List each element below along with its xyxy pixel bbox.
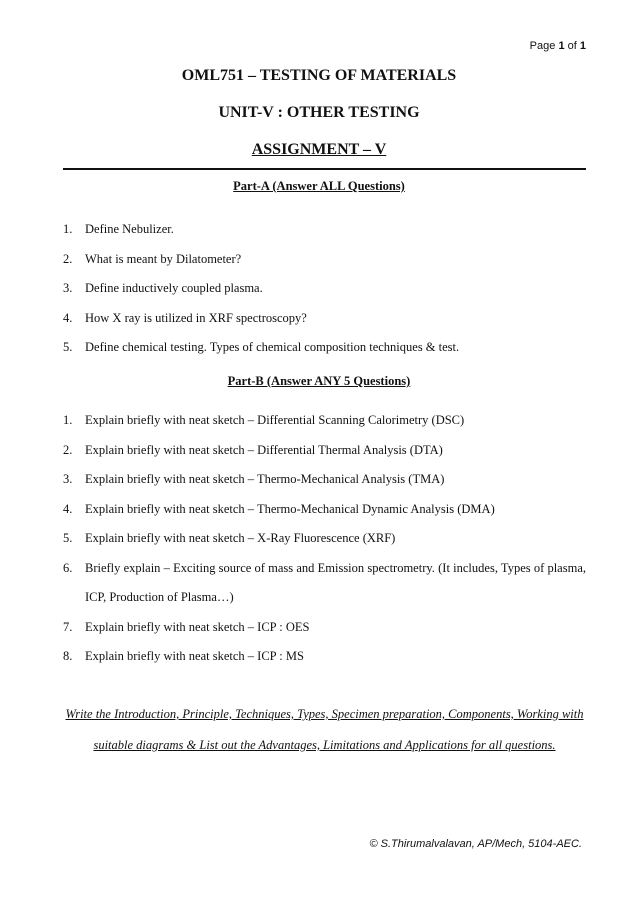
part-a-question	[63, 245, 586, 275]
part-b-question	[63, 613, 586, 643]
part-a-question	[63, 304, 586, 334]
question-number: 5.	[63, 340, 73, 354]
page-label: Page	[529, 40, 556, 52]
question-text: Define chemical testing. Types of chemical composition techniques & test.	[85, 340, 460, 354]
question-number: 5.	[63, 531, 73, 545]
part-a-question	[63, 274, 586, 304]
question-number: 4.	[63, 501, 73, 516]
question-text: What is meant by Dilatometer?	[85, 251, 242, 266]
question-number: 4.	[63, 310, 73, 325]
question-text: Define inductively coupled plasma.	[85, 281, 263, 295]
question-number: 3.	[63, 281, 73, 295]
question-number: 8.	[63, 649, 73, 663]
part-a-question-list	[63, 215, 586, 363]
part-b-question	[63, 642, 586, 672]
question-text: Explain briefly with neat sketch – Thermo-Mechanical Dynamic Analysis (DMA)	[85, 501, 495, 516]
part-b-question	[63, 436, 586, 466]
question-number: 2.	[63, 251, 73, 266]
question-number: 1.	[63, 222, 73, 236]
question-number: 1.	[63, 413, 73, 427]
part-a-question	[63, 215, 586, 245]
part-a-heading: Part-A (Answer ALL Questions)	[233, 179, 405, 193]
part-b-question	[63, 406, 586, 436]
page-of: of	[567, 40, 577, 52]
question-text: Explain briefly with neat sketch – X-Ray Fluorescence (XRF)	[85, 531, 396, 545]
general-instruction: Write the Introduction, Principle, Techniques, Types, Specimen preparation, Components, Working with suitable diagrams & List out the Advantages, Limitations and Applications for all questions.	[65, 707, 584, 752]
question-text: Explain briefly with neat sketch – ICP : OES	[85, 619, 310, 634]
assignment-title: ASSIGNMENT – V	[251, 141, 387, 158]
part-b-question	[63, 465, 586, 495]
header-divider	[63, 168, 586, 170]
question-number: 6.	[63, 560, 73, 575]
question-text: How X ray is utilized in XRF spectroscopy?	[85, 310, 307, 325]
page-total: 1	[579, 40, 586, 52]
page-current: 1	[558, 40, 565, 52]
author-footer: © S.Thirumalvalavan, AP/Mech, 5104-AEC.	[369, 838, 582, 850]
question-text: Define Nebulizer.	[85, 222, 174, 236]
question-text: Explain briefly with neat sketch – Thermo-Mechanical Analysis (TMA)	[85, 472, 445, 486]
question-text: Briefly explain – Exciting source of mass and Emission spectrometry. (It includes, Types of plasma, ICP, Production of Plasma…)	[85, 560, 586, 604]
part-b-question	[63, 554, 586, 613]
unit-title: UNIT-V : OTHER TESTING	[218, 104, 420, 121]
part-b-question	[63, 524, 586, 554]
question-text: Explain briefly with neat sketch – ICP : MS	[85, 649, 304, 663]
part-b-question	[63, 495, 586, 525]
part-b-question-list	[63, 406, 586, 672]
question-text: Explain briefly with neat sketch – Differential Scanning Calorimetry (DSC)	[85, 413, 465, 427]
question-number: 3.	[63, 472, 73, 486]
question-text: Explain briefly with neat sketch – Differential Thermal Analysis (DTA)	[85, 442, 443, 457]
part-b-heading: Part-B (Answer ANY 5 Questions)	[227, 374, 411, 388]
question-number: 2.	[63, 442, 73, 457]
question-number: 7.	[63, 619, 73, 634]
course-title: OML751 – TESTING OF MATERIALS	[181, 67, 457, 84]
page-number	[530, 40, 586, 52]
part-a-question	[63, 333, 586, 363]
